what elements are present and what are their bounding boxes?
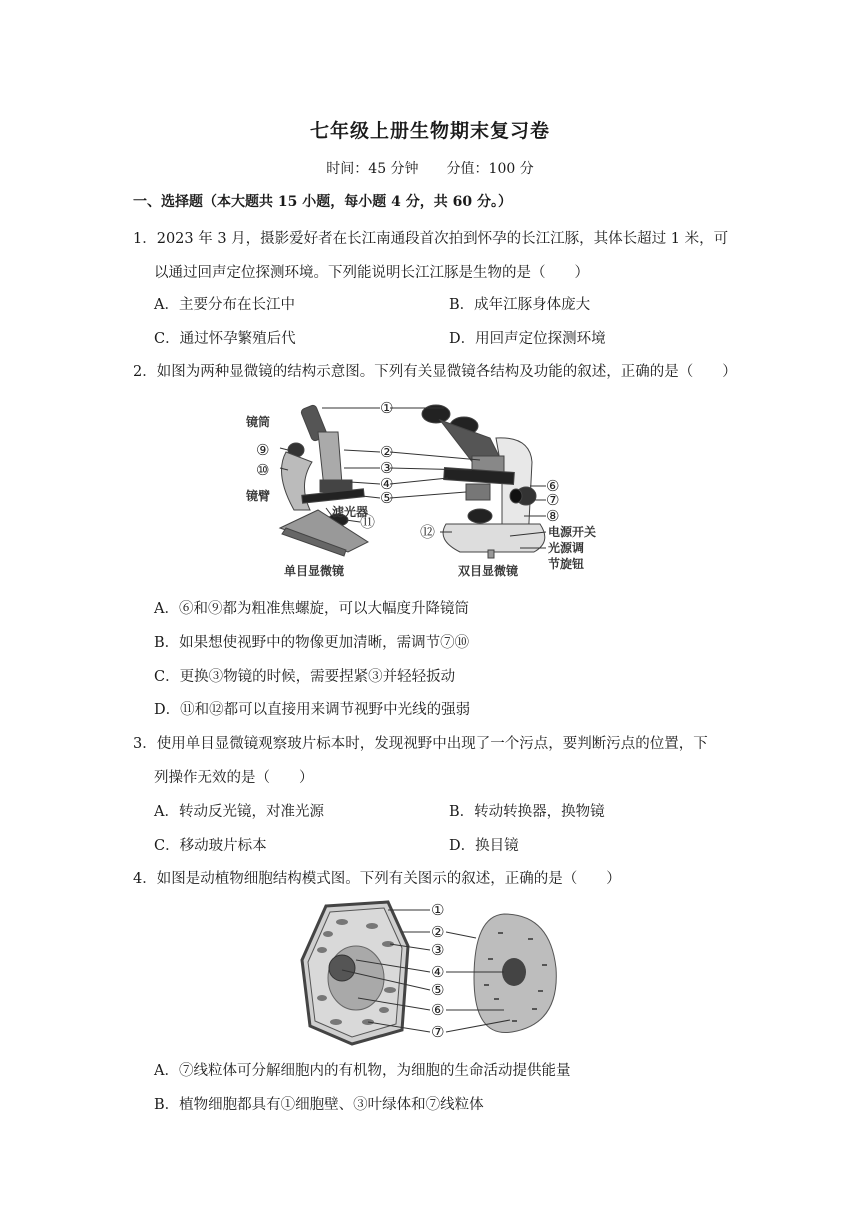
exam-info	[0, 158, 860, 178]
mic-num-8: ⑧	[546, 507, 560, 525]
caption-binocular: 双目显微镜	[458, 564, 519, 578]
mic-num-6: ⑥	[546, 477, 560, 495]
mic-num-2: ②	[380, 443, 394, 461]
q1-option-d: D．用回声定位探测环境	[449, 331, 606, 347]
q1-stem-line1: 1．2023 年 3 月，摄影爱好者在长江南通段首次拍到怀孕的长江江豚，其体长超过 1 米，可	[133, 231, 729, 247]
cell-num-3: ③	[431, 941, 445, 959]
exam-score: 分值：100 分	[446, 161, 534, 177]
q3-stem-line1: 3．使用单目显微镜观察玻片标本时，发现视野中出现了一个污点，要判断污点的位置，下	[133, 736, 708, 752]
cell-num-7: ⑦	[431, 1023, 445, 1041]
q1-option-c: C．通过怀孕繁殖后代	[154, 331, 296, 347]
cell-num-4: ④	[431, 963, 445, 981]
q1-option-a: A．主要分布在长江中	[154, 297, 295, 313]
label-power: 电源开关	[548, 525, 597, 539]
mic-num-10: ⑩	[256, 461, 270, 479]
q3-option-b: B．转动转换器，换物镜	[449, 804, 605, 820]
section-heading: 一、选择题（本大题共 15 小题，每小题 4 分，共 60 分。）	[133, 194, 512, 210]
mic-num-12: ⑫	[420, 523, 436, 541]
q3-option-a: A．转动反光镜，对准光源	[154, 804, 324, 820]
exam-time: 时间：45 分钟	[326, 161, 419, 177]
cell-num-1: ①	[431, 901, 445, 919]
caption-monocular: 单目显微镜	[284, 564, 345, 578]
q4-option-a: A．⑦线粒体可分解细胞内的有机物，为细胞的生命活动提供能量	[154, 1063, 571, 1079]
q2-stem: 2．如图为两种显微镜的结构示意图。下列有关显微镜各结构及功能的叙述，正确的是（ ）	[133, 364, 737, 380]
page-title: 七年级上册生物期末复习卷	[309, 120, 550, 142]
q1-stem-line2: 以通过回声定位探测环境。下列能说明长江江豚是生物的是（ ）	[154, 265, 589, 281]
q2-option-c: C．更换③物镜的时候，需要捏紧③并轻轻扳动	[154, 669, 456, 685]
mic-num-1: ①	[380, 399, 394, 417]
q4-stem: 4．如图是动植物细胞结构模式图。下列有关图示的叙述，正确的是（ ）	[133, 871, 621, 887]
cell-num-5: ⑤	[431, 981, 445, 999]
cell-num-6: ⑥	[431, 1001, 445, 1019]
label-filter: 滤光器	[332, 505, 369, 519]
q3-option-d: D．换目镜	[449, 838, 519, 854]
q1-option-b: B．成年江豚身体庞大	[449, 297, 591, 313]
q3-stem-line2: 列操作无效的是（ ）	[154, 770, 314, 786]
mic-num-5: ⑤	[380, 489, 394, 507]
mic-num-11: ⑪	[360, 513, 376, 531]
animal-cell	[474, 914, 556, 1033]
label-tube: 镜筒	[246, 415, 271, 429]
label-knob-2: 节旋钮	[548, 557, 585, 571]
cell-num-2: ②	[431, 923, 445, 941]
label-arm: 镜臂	[246, 489, 271, 503]
monocular-microscope	[280, 404, 368, 556]
q4-option-b: B．植物细胞都具有①细胞壁、③叶绿体和⑦线粒体	[154, 1097, 484, 1113]
q2-option-d: D．⑪和⑫都可以直接用来调节视野中光线的强弱	[154, 702, 471, 718]
mic-num-4: ④	[380, 475, 394, 493]
mic-num-9: ⑨	[256, 441, 270, 459]
q2-option-a: A．⑥和⑨都为粗准焦螺旋，可以大幅度升降镜筒	[154, 601, 469, 617]
mic-num-3: ③	[380, 459, 394, 477]
binocular-microscope	[422, 405, 545, 558]
q3-option-c: C．移动玻片标本	[154, 838, 267, 854]
mic-num-7: ⑦	[546, 491, 560, 509]
q2-option-b: B．如果想使视野中的物像更加清晰，需调节⑦⑩	[154, 635, 470, 651]
microscope-figure	[240, 392, 620, 584]
cell-figure	[298, 898, 568, 1050]
label-knob-1: 光源调	[548, 541, 585, 555]
